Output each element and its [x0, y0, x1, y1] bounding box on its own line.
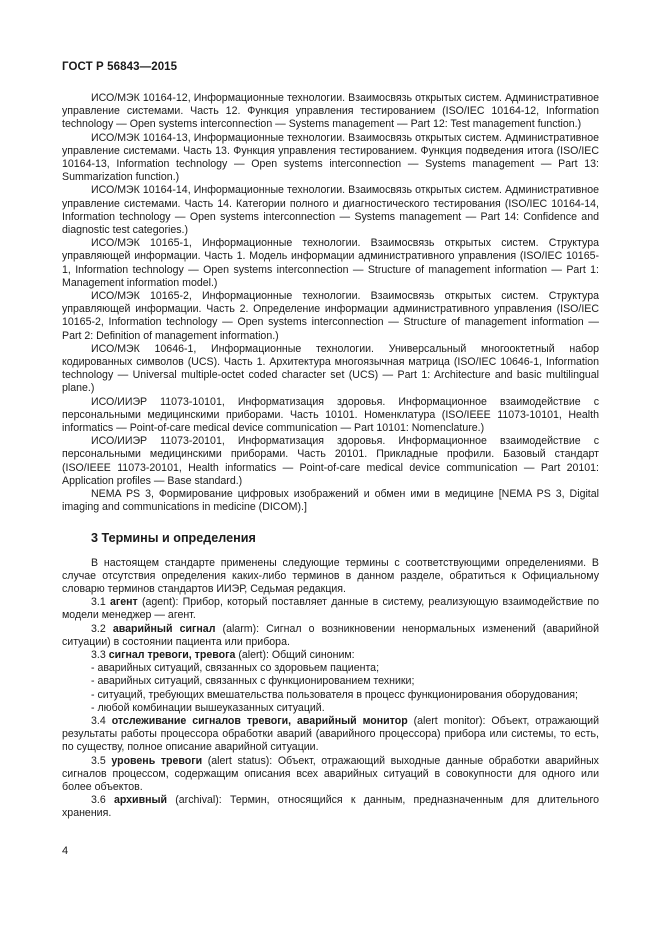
- definition-number: 3.1: [91, 596, 106, 609]
- definition-term: аварийный сигнал: [112, 622, 216, 635]
- definition-item: [62, 794, 599, 820]
- definition-term: агент: [109, 596, 138, 609]
- list-item: - аварийных ситуаций, связанных со здоровьем пациента;: [62, 662, 599, 675]
- definition-text: (alert status): Объект, отражающий выходные данные обработки аварийных сигналов процессом, содержащим описания всех аварийных ситуаций в совокупности для одного или более объектов.: [62, 754, 599, 793]
- alert-synonym-list: [62, 662, 599, 715]
- page-number: 4: [62, 845, 69, 857]
- definition-item: [62, 596, 599, 622]
- definition-number: 3.3: [91, 648, 106, 661]
- definition-number: 3.4: [91, 714, 106, 727]
- definition-item: [62, 649, 599, 662]
- section-heading: 3 Термины и определения: [91, 530, 256, 545]
- reference-item: ИСО/ИИЭР 11073-20101, Информатизация здоровья. Информационное взаимодействие с персональными медицинскими приборами. Часть 20101. Прикладные профили. Базовый стандарт (ISO/IEEE 11073-20101, Health informatics — Point-of-care medical device communication — Part 20101: Application profiles — Base standard.): [62, 435, 599, 487]
- definition-term: архивный: [113, 794, 168, 807]
- definition-number: 3.2: [91, 622, 106, 635]
- definition-term: сигнал тревоги, тревога: [108, 648, 236, 661]
- section-intro: В настоящем стандарте применены следующие термины с соответствующими определениями. В случае отсутствия определения каких-либо терминов в данном разделе, обратиться к Официальному словарю терминов стандартов ИИЭР, Седьмая редакция.: [62, 556, 599, 595]
- definition-text: (alert monitor): Объект, отражающий результаты работы процессора обработки аварий (аварийного процессора) прибора или системы, то есть, по существу, полное описание аварийной ситуации.: [62, 714, 599, 754]
- definition-number: 3.6: [91, 794, 106, 807]
- list-item: - аварийных ситуаций, связанных с функционированием техники;: [62, 675, 599, 688]
- reference-item: ИСО/МЭК 10164-12, Информационные технологии. Взаимосвязь открытых систем. Административное управление системами. Часть 12. Функция управления тестированием (ISO/IEC 10164-12, Information technology — Open systems interconnection — Systems management — Part 12: Test management function.): [62, 92, 599, 131]
- reference-item: ИСО/МЭК 10165-1, Информационные технологии. Взаимосвязь открытых систем. Структура управляющей информации. Часть 1. Модель информации административного управления (ISO/IEC 10165-1, Information technology — Open systems interconnection — Structure of management information — Part 1: Management information model.): [62, 237, 599, 289]
- definition-term: уровень тревоги: [111, 754, 203, 767]
- definition-item: [62, 715, 599, 755]
- normative-references-list: [62, 92, 599, 515]
- definition-text: (agent): Прибор, который поставляет данные в систему, реализующую взаимодействие по модели менеджер — агент.: [62, 596, 599, 622]
- reference-item: ИСО/МЭК 10164-13, Информационные технологии. Взаимосвязь открытых систем. Административное управление системами. Часть 13. Функция управления тестированием. Функция подведения итога (ISO/IEC 10164-13, Information technology — Open systems interconnection — Systems management — Part 13: Summarization function.): [62, 131, 599, 184]
- reference-item: NEMA PS 3, Формирование цифровых изображений и обмен ими в медицине [NEMA PS 3, Digital imaging and communications in medicine (DICOM).]: [62, 488, 599, 514]
- list-item: - любой комбинации вышеуказанных ситуаций.: [62, 702, 599, 715]
- definition-text: (alarm): Сигнал о возникновении ненормальных изменений (аварийной ситуации) в состоянии пациента или прибора.: [62, 622, 599, 648]
- reference-item: ИСО/МЭК 10164-14, Информационные технологии. Взаимосвязь открытых систем. Административное управление системами. Часть 14. Категории полного и диагностического тестирования (ISO/IEC 10164-14, Information technology — Open systems interconnection — Systems management — Part 14: Confidence and diagnostic test categories.): [62, 184, 599, 237]
- definition-term: отслеживание сигналов тревоги, аварийный монитор: [111, 714, 408, 727]
- reference-item: ИСО/ИИЭР 11073-10101, Информатизация здоровья. Информационное взаимодействие с персональными медицинскими приборами. Часть 10101. Номенклатура (ISO/IEEE 11073-10101, Health informatics — Point-of-care medical device communication — Part 10101: Nomenclature.): [62, 395, 599, 435]
- definition-text: (alert): Общий синоним:: [235, 648, 355, 661]
- reference-item: ИСО/МЭК 10165-2, Информационные технологии. Взаимосвязь открытых систем. Структура управляющей информации. Часть 2. Определение информации административного управления (ISO/IEC 10165-2, Information technology — Open systems interconnection — Structure of management information — Part 2: Definition of management information.): [62, 290, 599, 342]
- definitions-section: [62, 557, 599, 821]
- document-body: [62, 92, 599, 821]
- definition-item: [62, 755, 599, 795]
- definition-text: (archival): Термин, относящийся к данным, предназначенным для длительного хранения.: [62, 794, 599, 820]
- definition-item: [62, 623, 599, 649]
- reference-item: ИСО/МЭК 10646-1, Информационные технологии. Универсальный многооктетный набор кодированных символов (UCS). Часть 1. Архитектура многоязычная матрица (ISO/IEC 10646-1, Information technology — Universal multiple-octet coded character set (UCS) — Part 1: Architecture and basic multilingual plane.): [62, 342, 599, 395]
- standard-code-header: ГОСТ Р 56843—2015: [62, 61, 178, 73]
- definition-number: 3.5: [91, 754, 106, 767]
- list-item: - ситуаций, требующих вмешательства пользователя в процесс функционирования оборудования;: [62, 689, 599, 702]
